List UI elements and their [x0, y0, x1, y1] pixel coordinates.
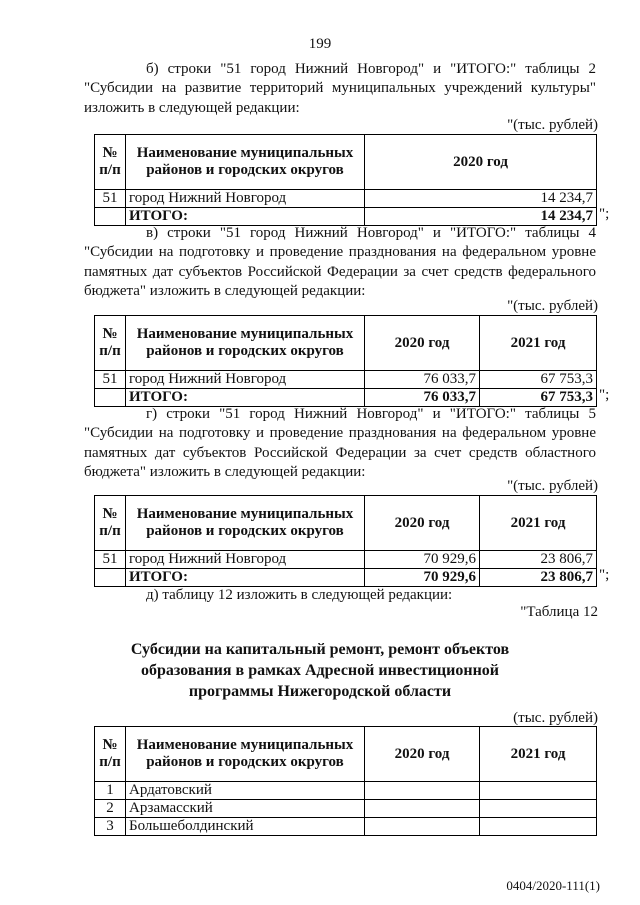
close-quote: ";: [599, 567, 610, 583]
row-num: 51: [95, 371, 126, 389]
close-quote: ";: [599, 387, 610, 403]
table-12-label: "Таблица 12: [520, 604, 598, 620]
table-12: [94, 726, 597, 836]
table-row: [95, 800, 597, 818]
row-2020: 70 929,6: [365, 551, 480, 569]
header-2020: 2020 год: [365, 316, 480, 371]
close-quote: ";: [599, 206, 610, 222]
row-num: 1: [95, 782, 126, 800]
table-5: [94, 495, 597, 587]
row-num: 51: [95, 190, 126, 208]
total-2020: 14 234,7: [365, 208, 597, 226]
section-d-text: д) таблицу 12 изложить в следующей редакции:: [146, 587, 453, 603]
header-num: № п/п: [95, 727, 126, 782]
unit-label: "(тыс. рублей): [507, 298, 598, 314]
total-num-cell: [95, 569, 126, 587]
row-name: город Нижний Новгород: [126, 190, 365, 208]
document-code: 0404/2020-111(1): [506, 878, 600, 893]
section-v-text: в) строки "51 город Нижний Новгород" и "ИТОГО:" таблицы 4 "Субсидии на подготовку и проведение празднования на федеральном уровне памятных дат субъектов Российской Федерации за счет средств федерального бюджета" изложить в следующей редакции:: [84, 225, 596, 299]
header-2021: 2021 год: [480, 316, 597, 371]
header-name: Наименование муниципальных районов и городских округов: [126, 496, 365, 551]
row-2020: 14 234,7: [365, 190, 597, 208]
header-num: № п/п: [95, 316, 126, 371]
row-name: Арзамасский: [126, 800, 365, 818]
unit-label: "(тыс. рублей): [507, 478, 598, 494]
row-name: Большеболдинский: [126, 818, 365, 836]
page-number: 199: [308, 36, 332, 52]
row-2021: 67 753,3: [480, 371, 597, 389]
table-row: [95, 190, 597, 208]
row-num: 2: [95, 800, 126, 818]
row-num: 51: [95, 551, 126, 569]
row-name: город Нижний Новгород: [126, 551, 365, 569]
header-num: № п/п: [95, 496, 126, 551]
total-2021: 67 753,3: [480, 389, 597, 407]
row-2020: [365, 800, 480, 818]
table-row: [95, 782, 597, 800]
row-2020: 76 033,7: [365, 371, 480, 389]
total-2020: 76 033,7: [365, 389, 480, 407]
total-label: ИТОГО:: [126, 569, 365, 587]
row-2021: [480, 782, 597, 800]
header-name: Наименование муниципальных районов и городских округов: [126, 727, 365, 782]
row-name: Ардатовский: [126, 782, 365, 800]
total-num-cell: [95, 208, 126, 226]
header-2020: 2020 год: [365, 727, 480, 782]
unit-label: (тыс. рублей): [513, 710, 598, 726]
table-row: [95, 551, 597, 569]
header-num: № п/п: [95, 135, 126, 190]
table-12-title: Субсидии на капитальный ремонт, ремонт объектов образования в рамках Адресной инвестиционной программы Нижегородской области: [130, 641, 510, 700]
section-b-text: б) строки "51 город Нижний Новгород" и "ИТОГО:" таблицы 2 "Субсидии на развитие территорий муниципальных учреждений культуры" изложить в следующей редакции:: [84, 61, 596, 116]
row-2021: [480, 818, 597, 836]
total-label: ИТОГО:: [126, 208, 365, 226]
row-2020: [365, 782, 480, 800]
total-2020: 70 929,6: [365, 569, 480, 587]
header-2020: 2020 год: [365, 496, 480, 551]
header-name: Наименование муниципальных районов и городских округов: [126, 316, 365, 371]
total-num-cell: [95, 389, 126, 407]
row-name: город Нижний Новгород: [126, 371, 365, 389]
total-row: [95, 208, 597, 226]
row-2021: 23 806,7: [480, 551, 597, 569]
table-4: [94, 315, 597, 407]
header-name: Наименование муниципальных районов и городских округов: [126, 135, 365, 190]
total-label: ИТОГО:: [126, 389, 365, 407]
total-row: [95, 389, 597, 407]
header-2021: 2021 год: [480, 496, 597, 551]
row-num: 3: [95, 818, 126, 836]
row-2020: [365, 818, 480, 836]
table-row: [95, 371, 597, 389]
header-2020: 2020 год: [365, 135, 597, 190]
header-2021: 2021 год: [480, 727, 597, 782]
row-2021: [480, 800, 597, 818]
unit-label: "(тыс. рублей): [507, 117, 598, 133]
table-2: [94, 134, 597, 226]
section-g-text: г) строки "51 город Нижний Новгород" и "ИТОГО:" таблицы 5 "Субсидии на подготовку и проведение празднования на федеральном уровне памятных дат субъектов Российской Федерации за счет средств областного бюджета" изложить в следующей редакции:: [84, 406, 596, 480]
total-2021: 23 806,7: [480, 569, 597, 587]
total-row: [95, 569, 597, 587]
table-row: [95, 818, 597, 836]
